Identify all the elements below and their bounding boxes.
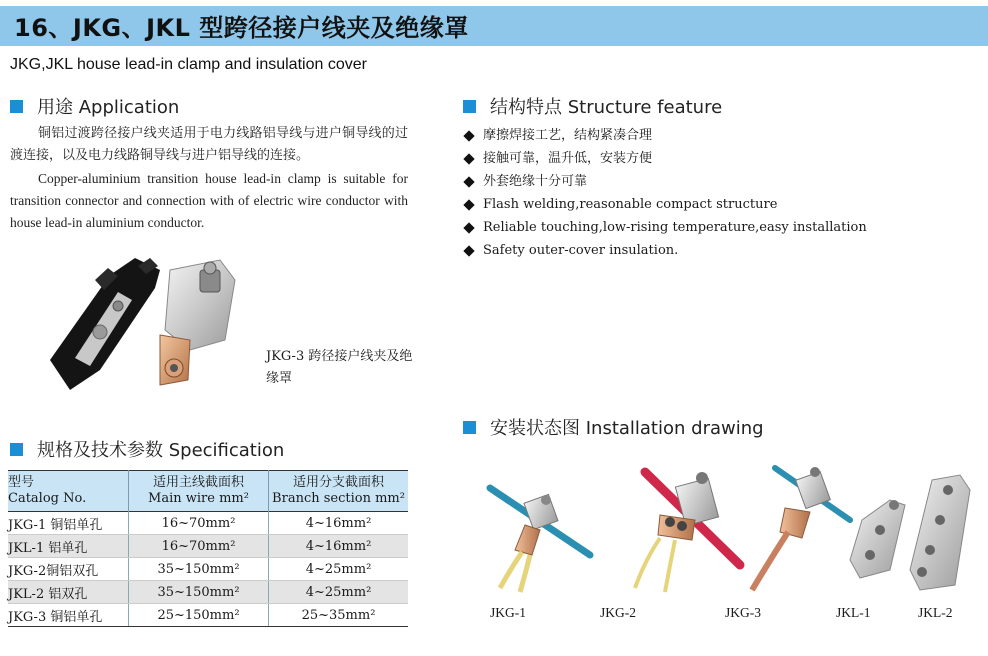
installation-label: JKG-2 — [600, 605, 636, 620]
section-square-icon — [463, 100, 476, 113]
application-heading — [10, 93, 179, 119]
application-text-en: Copper-aluminium transition house lead-in clamp is suitable for transition connector and connection with of electric wire conductor with house lead-in aluminium conductor. — [10, 171, 408, 230]
diamond-bullet-icon — [463, 176, 474, 187]
feature-list — [463, 124, 867, 262]
feature-item: 接触可靠，温升低，安装方便 — [463, 147, 867, 170]
application-text-cn: 铜铝过渡跨径接户线夹适用于电力线路铝导线与进户铜导线的过渡连接，以及电力线路铜导线与进户铝导线的连接。 — [10, 126, 408, 163]
diamond-bullet-icon — [463, 245, 474, 256]
table-row — [8, 512, 408, 535]
page-subtitle: JKG,JKL house lead-in clamp and insulation cover — [10, 56, 367, 73]
jkl1-figure — [850, 500, 905, 578]
installation-drawing — [470, 460, 980, 600]
installation-label: JKG-1 — [490, 605, 526, 620]
table-cell: JKG-2铜铝双孔 — [8, 558, 129, 581]
insulation-cover — [50, 258, 160, 390]
table-cell: 4~25mm² — [269, 581, 409, 604]
specification-heading-text: 规格及技术参数 Specification — [37, 440, 285, 461]
table-cell: JKL-2 铝双孔 — [8, 581, 129, 604]
feature-item: Reliable touching,low-rising temperature,easy installation — [463, 216, 867, 239]
application-heading-text: 用途 Application — [37, 97, 180, 118]
table-header-row — [8, 471, 408, 512]
section-square-icon — [10, 100, 23, 113]
table-cell: 25~35mm² — [269, 604, 409, 627]
jkg2-figure — [635, 472, 740, 592]
table-cell: JKG-1 铜铝单孔 — [8, 512, 129, 535]
table-cell: 4~25mm² — [269, 558, 409, 581]
diamond-bullet-icon — [463, 130, 474, 141]
installation-label: JKL-1 — [836, 605, 871, 620]
column-header: 适用主线截面积 Main wire mm² — [129, 471, 269, 512]
table-row — [8, 581, 408, 604]
diamond-bullet-icon — [463, 153, 474, 164]
column-header: 型号 Catalog No. — [8, 471, 129, 512]
section-square-icon — [10, 443, 23, 456]
table-cell: 25~150mm² — [129, 604, 269, 627]
column-header: 适用分支截面积 Branch section mm² — [269, 471, 409, 512]
page-title: 16、JKG、JKL 型跨径接户线夹及绝缘罩 — [14, 14, 469, 42]
diamond-bullet-icon — [463, 199, 474, 210]
table-cell: 35~150mm² — [129, 581, 269, 604]
table-row — [8, 604, 408, 627]
table-row — [8, 535, 408, 558]
specification-heading — [10, 436, 284, 462]
structure-heading — [463, 93, 722, 119]
table-cell: JKL-1 铝单孔 — [8, 535, 129, 558]
table-row — [8, 558, 408, 581]
table-cell: 4~16mm² — [269, 512, 409, 535]
clamp-body — [160, 260, 235, 385]
jkg1-figure — [490, 488, 590, 592]
table-cell: 16~70mm² — [129, 512, 269, 535]
table-cell: 16~70mm² — [129, 535, 269, 558]
installation-label: JKG-3 — [725, 605, 761, 620]
feature-item: 外套绝缘十分可靠 — [463, 170, 867, 193]
installation-heading-text: 安装状态图 Installation drawing — [490, 418, 764, 439]
installation-heading — [463, 414, 764, 440]
spec-table — [8, 470, 408, 627]
feature-item: 摩擦焊接工艺，结构紧凑合理 — [463, 124, 867, 147]
table-cell: 35~150mm² — [129, 558, 269, 581]
table-cell: JKG-3 铜铝单孔 — [8, 604, 129, 627]
jkg3-figure — [752, 467, 850, 590]
jkl2-figure — [910, 475, 970, 590]
diamond-bullet-icon — [463, 222, 474, 233]
table-cell: 4~16mm² — [269, 535, 409, 558]
installation-label: JKL-2 — [918, 605, 953, 620]
product-photo — [40, 240, 265, 400]
structure-heading-text: 结构特点 Structure feature — [490, 97, 723, 118]
section-square-icon — [463, 421, 476, 434]
photo-caption: JKG-3 跨径接户线夹及绝缘罩 — [266, 349, 413, 386]
feature-item: Safety outer-cover insulation. — [463, 239, 867, 262]
feature-item: Flash welding,reasonable compact structure — [463, 193, 867, 216]
